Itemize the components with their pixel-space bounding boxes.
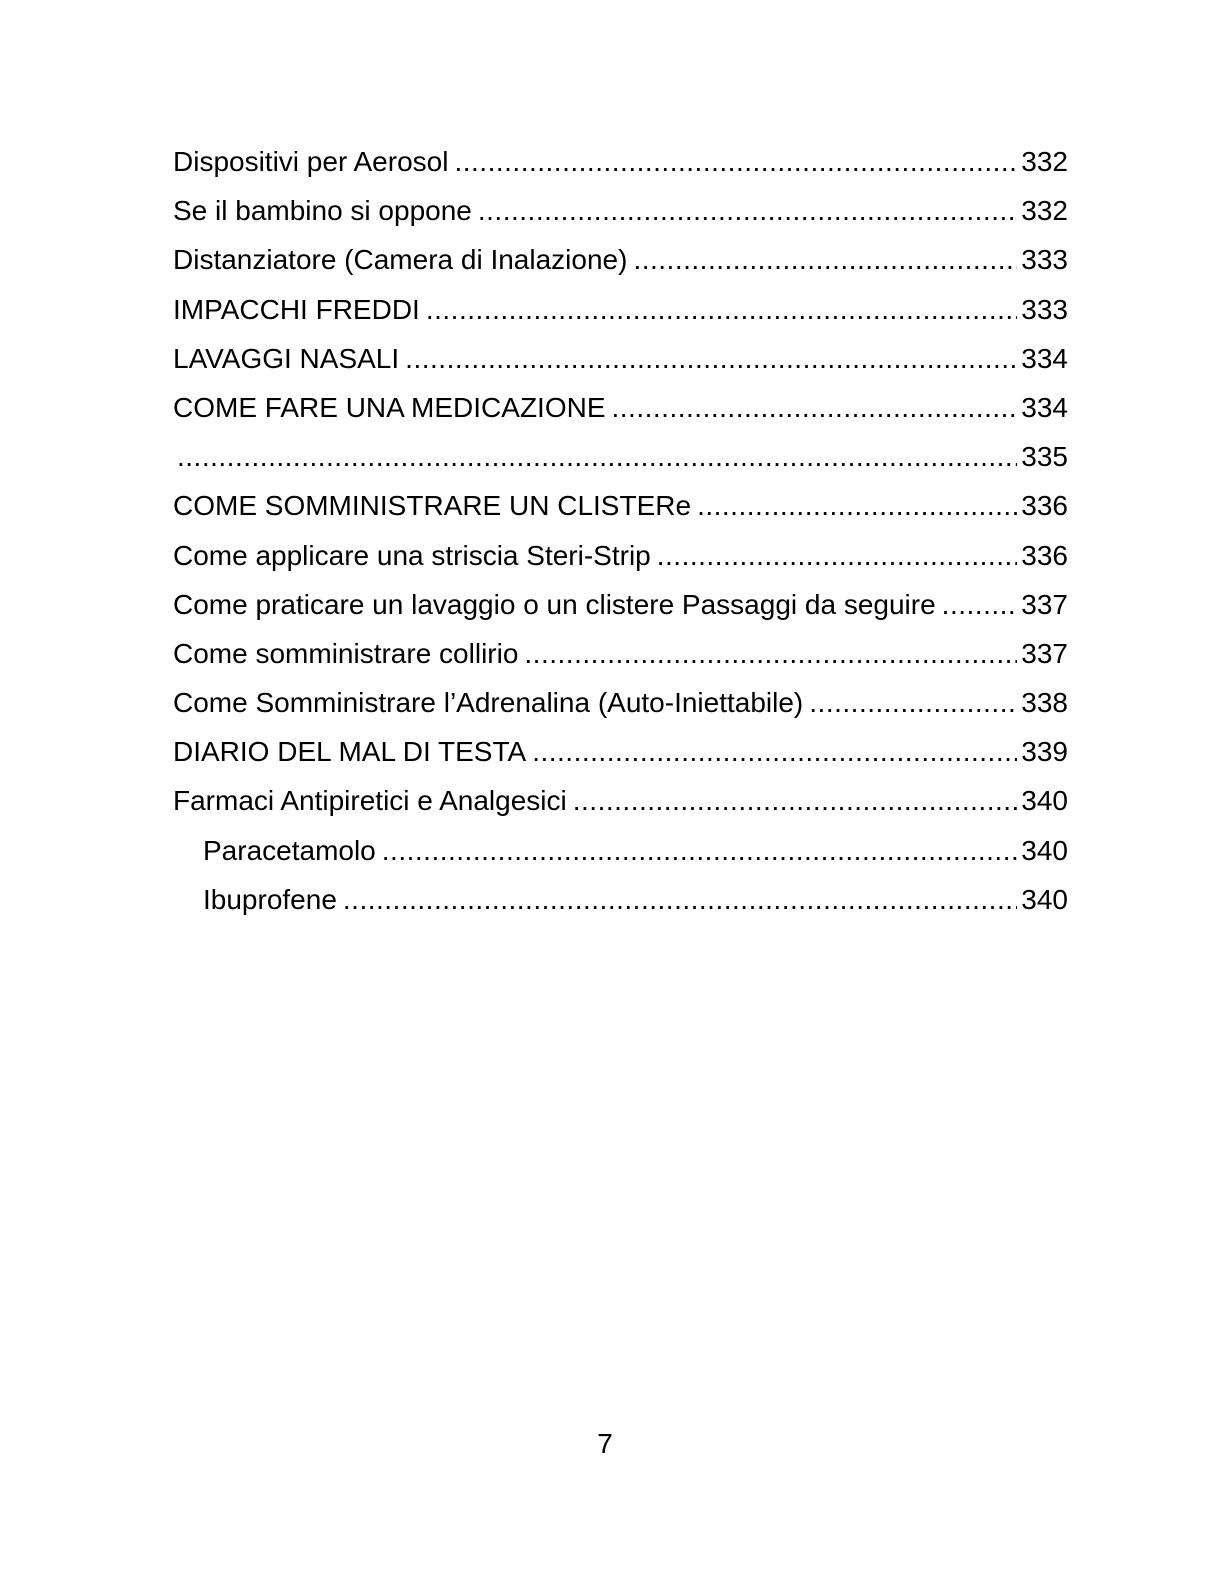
dot-leader xyxy=(426,285,1017,334)
toc-entry-page: 333 xyxy=(1021,244,1068,276)
toc-entry-title: Se il bambino si oppone xyxy=(173,195,472,227)
toc-entry-title: LAVAGGI NASALI xyxy=(173,342,400,374)
toc-entry-page: 337 xyxy=(1021,637,1068,669)
toc-entry-title: Come praticare un lavaggio o un clistere Passaggi da seguire xyxy=(173,588,936,620)
toc-entry-page: 339 xyxy=(1021,736,1068,768)
toc-entry-page: 332 xyxy=(1021,195,1068,227)
toc-entry-page: 336 xyxy=(1021,490,1068,522)
toc-entry-page: 340 xyxy=(1021,834,1068,866)
toc-entry[interactable] xyxy=(173,678,1068,727)
toc-entry-title: IMPACCHI FREDDI xyxy=(173,293,420,325)
toc-entry-page: 332 xyxy=(1021,146,1068,177)
toc-entry-title: Paracetamolo xyxy=(203,834,376,866)
dot-leader xyxy=(177,432,1017,481)
toc-entry-page: 334 xyxy=(1021,391,1068,423)
page-number: 7 xyxy=(597,1428,613,1459)
dot-leader xyxy=(633,235,1017,284)
dot-leader xyxy=(532,727,1017,776)
toc-subentry[interactable] xyxy=(173,826,1068,875)
toc-entry[interactable] xyxy=(173,235,1068,284)
dot-leader xyxy=(657,531,1018,580)
toc-entry-page: 337 xyxy=(1021,588,1068,620)
toc-entry-page: 336 xyxy=(1021,539,1068,571)
toc-entry-title: Distanziatore (Camera di Inalazione) xyxy=(173,244,628,276)
toc-subentry[interactable] xyxy=(173,875,1068,924)
toc-entry-title: Come somministrare collirio xyxy=(173,637,519,669)
toc-entry-title: COME FARE UNA MEDICAZIONE xyxy=(173,391,606,423)
toc-entry[interactable] xyxy=(173,383,1068,432)
dot-leader xyxy=(942,580,1018,629)
dot-leader xyxy=(697,481,1017,530)
toc-entry[interactable] xyxy=(173,285,1068,334)
toc-entry-page: 338 xyxy=(1021,687,1068,719)
toc-entry[interactable] xyxy=(173,432,1068,481)
toc-entry-page: 340 xyxy=(1021,785,1068,817)
dot-leader xyxy=(524,629,1017,678)
toc-entry[interactable] xyxy=(173,137,1068,186)
toc-entry[interactable] xyxy=(173,481,1068,530)
dot-leader xyxy=(343,875,1017,924)
toc-entry-page: 334 xyxy=(1021,342,1068,374)
toc-entry-page: 333 xyxy=(1021,293,1068,325)
dot-leader xyxy=(809,678,1017,727)
toc-entry-title: COME SOMMINISTRARE UN CLISTERe xyxy=(173,490,692,522)
toc-entry-page: 335 xyxy=(1021,441,1068,473)
toc-entry[interactable] xyxy=(173,580,1068,629)
toc-entry[interactable] xyxy=(173,727,1068,776)
toc-entry[interactable] xyxy=(173,629,1068,678)
toc-entry[interactable] xyxy=(173,531,1068,580)
toc-entry-title: Come applicare una striscia Steri-Strip xyxy=(173,539,651,571)
dot-leader xyxy=(382,826,1018,875)
toc-entry-title: DIARIO DEL MAL DI TESTA xyxy=(173,736,527,768)
toc-entry[interactable] xyxy=(173,776,1068,825)
dot-leader xyxy=(454,137,1017,186)
dot-leader xyxy=(612,383,1018,432)
toc-entry-page: 340 xyxy=(1021,883,1068,915)
toc-entry-title: Dispositivi per Aerosol xyxy=(173,146,449,177)
toc-entry[interactable] xyxy=(173,334,1068,383)
dot-leader xyxy=(573,776,1018,825)
dot-leader xyxy=(478,186,1017,235)
dot-leader xyxy=(405,334,1017,383)
table-of-contents xyxy=(173,137,1068,924)
toc-entry[interactable] xyxy=(173,186,1068,235)
toc-entry-title: Come Somministrare l’Adrenalina (Auto-Iniettabile) xyxy=(173,687,804,719)
toc-entry-title: Farmaci Antipiretici e Analgesici xyxy=(173,785,567,817)
toc-entry-title: Ibuprofene xyxy=(203,883,337,915)
